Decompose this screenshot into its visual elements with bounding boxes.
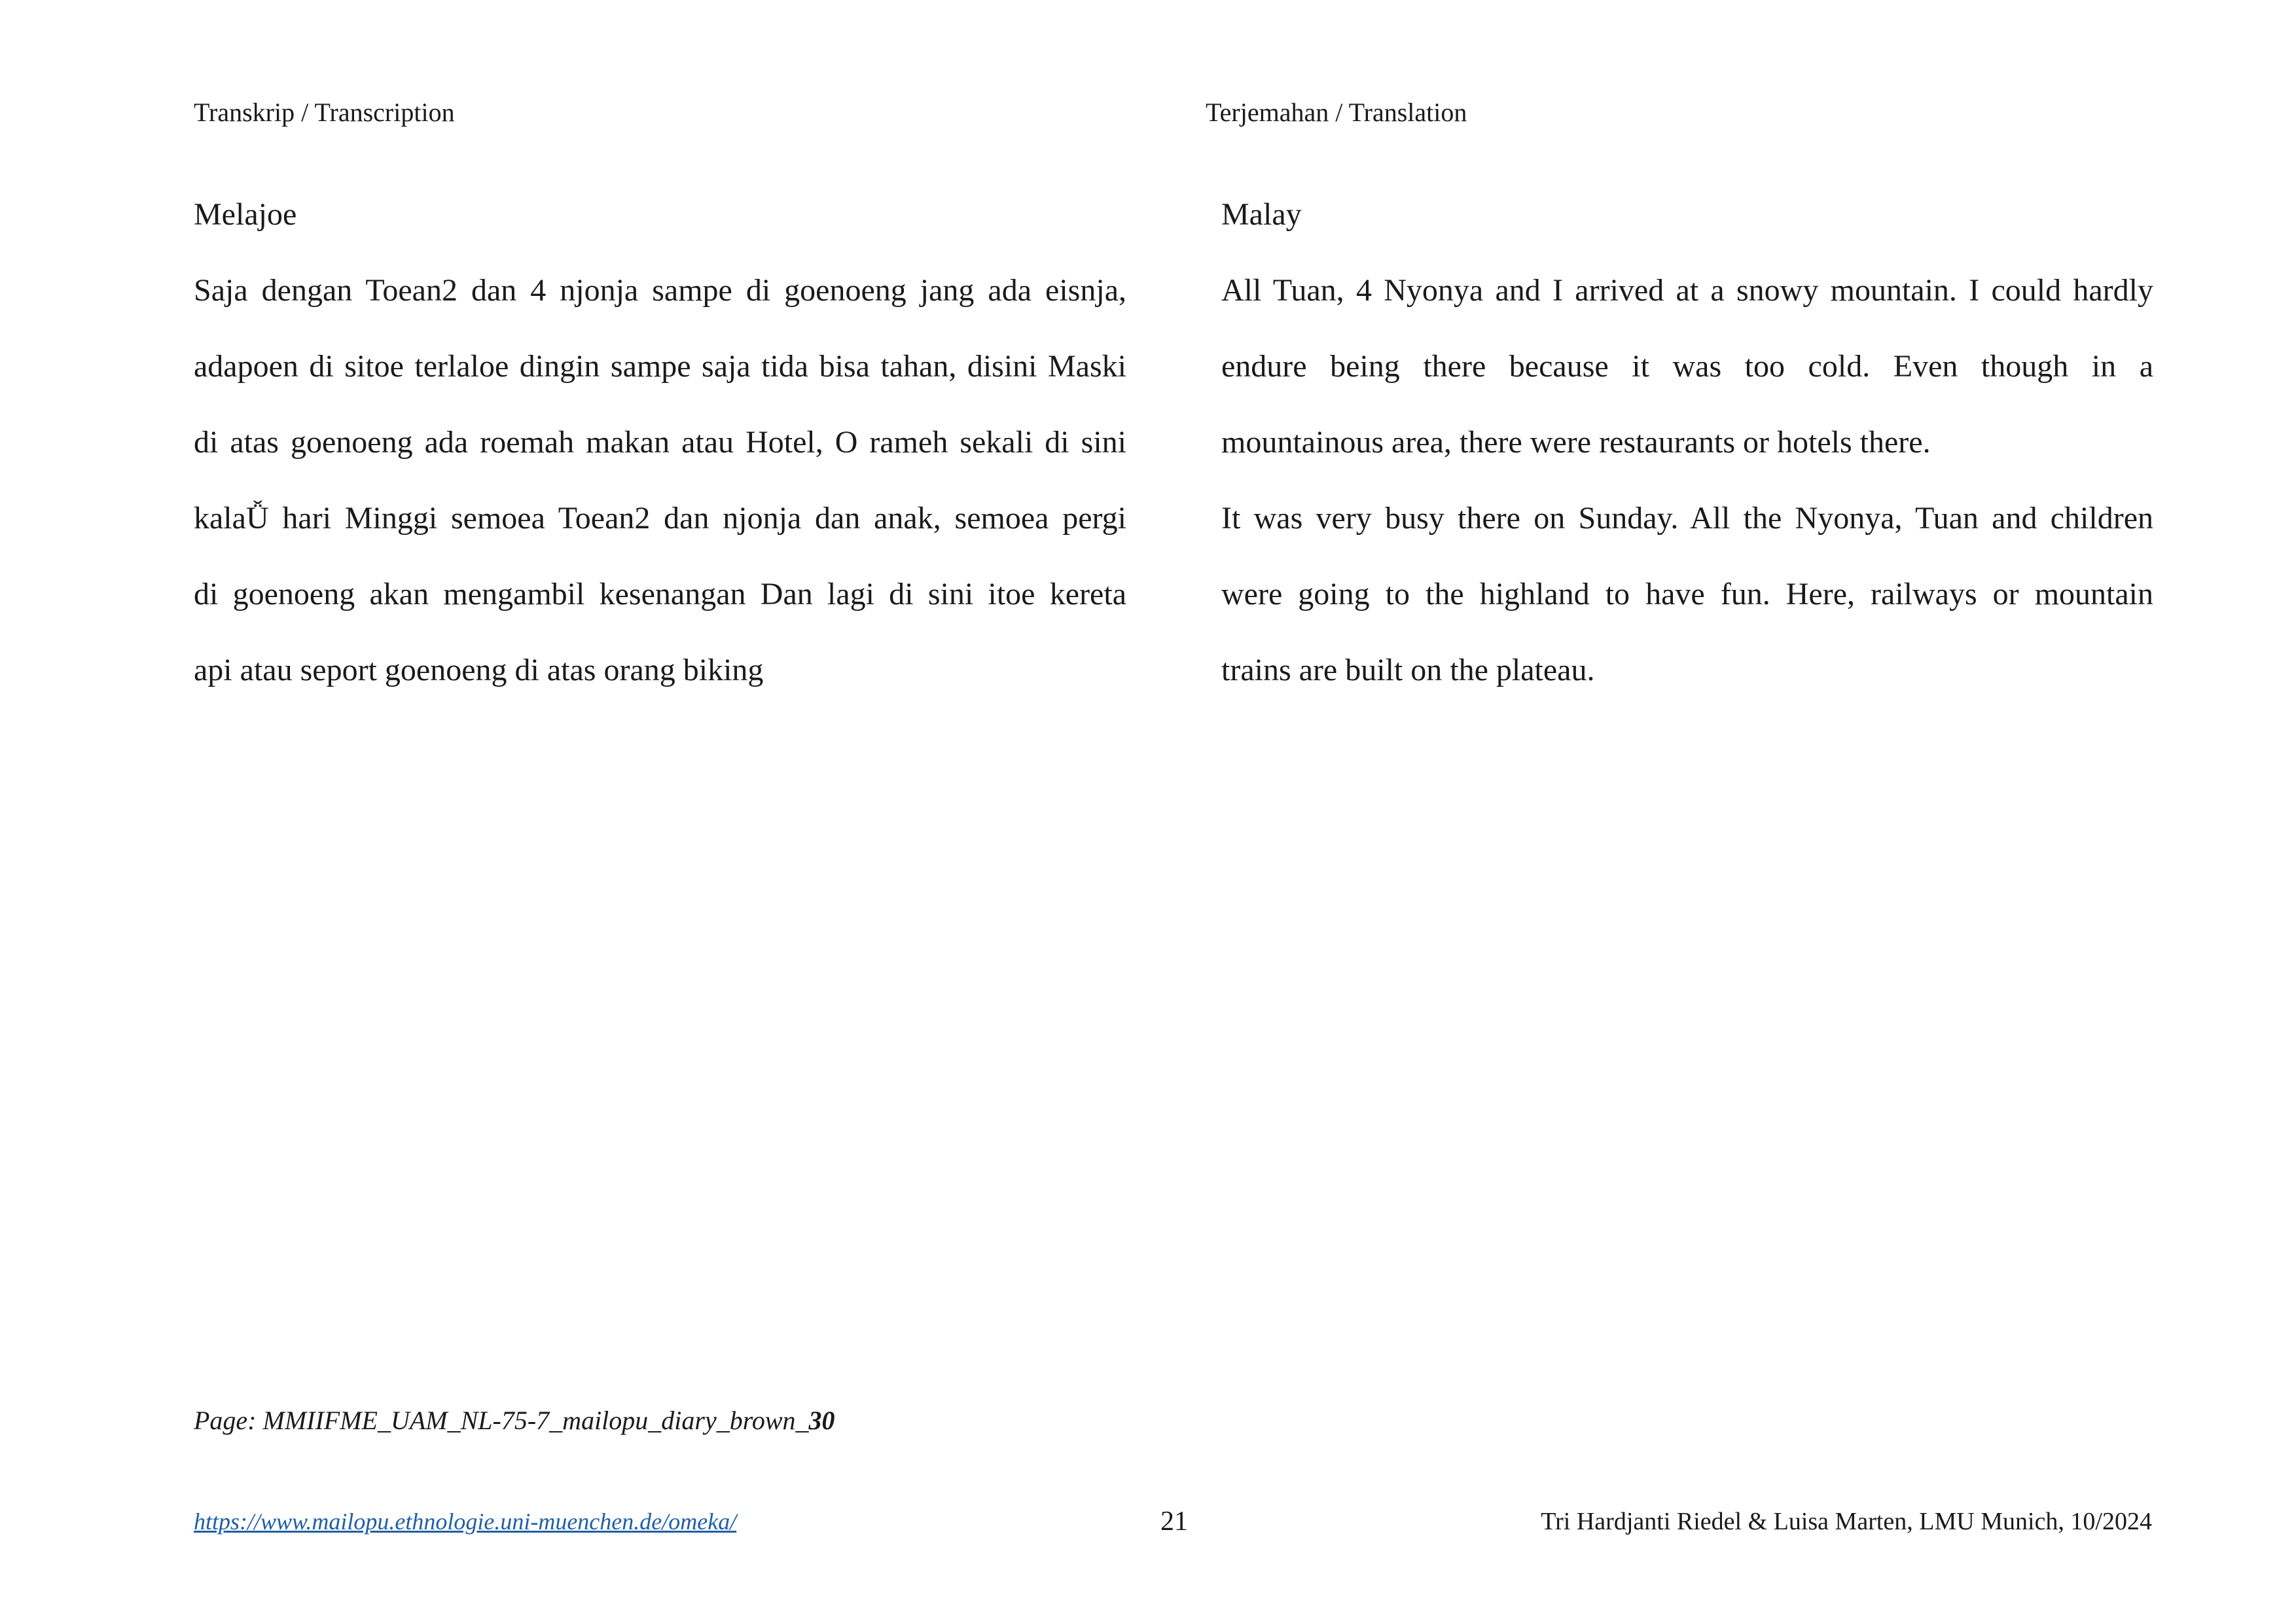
transcription-line: di goenoeng akan mengambil kesenangan Dan lagi di sini itoe kereta [194, 577, 1126, 611]
page-number: 21 [1160, 1506, 1188, 1537]
transcription-line: api atau seport goenoeng di atas orang biking [194, 653, 764, 687]
page-reference-prefix: Page: MMIIFME_UAM_NL-75-7_mailopu_diary_brown_ [194, 1406, 809, 1435]
transcription-column [194, 194, 1126, 725]
translation-line: mountainous area, there were restaurants or hotels there. [1221, 425, 1931, 460]
page-reference-number: 30 [808, 1406, 835, 1435]
transcription-line: di atas goenoeng ada roemah makan atau Hotel, O rameh sekali di sini [194, 425, 1126, 460]
translation-line: trains are built on the plateau. [1221, 653, 1595, 687]
footer-credit: Tri Hardjanti Riedel & Luisa Marten, LMU Munich, 10/2024 [1541, 1508, 2152, 1535]
translation-line: All Tuan, 4 Nyonya and I arrived at a snowy mountain. I could hardly [1221, 273, 2153, 308]
transcription-language-title: Melajoe [194, 197, 297, 232]
transcription-line: Saja dengan Toean2 dan 4 njonja sampe di goenoeng jang ada eisnja, [194, 273, 1126, 308]
translation-language-title: Malay [1221, 197, 1302, 232]
translation-line: endure being there because it was too cold. Even though in a [1221, 349, 2153, 384]
archive-link[interactable]: https://www.mailopu.ethnologie.uni-muenchen.de/omeka/ [194, 1508, 737, 1535]
translation-line: were going to the highland to have fun. Here, railways or mountain [1221, 577, 2153, 611]
transcription-line: adapoen di sitoe terlaloe dingin sampe saja tida bisa tahan, disini Maski [194, 349, 1126, 384]
translation-line: It was very busy there on Sunday. All the Nyonya, Tuan and children [1221, 501, 2153, 536]
translation-column [1221, 194, 2153, 725]
page-reference [194, 1405, 835, 1436]
column-header-translation: Terjemahan / Translation [1206, 98, 1467, 127]
transcription-line: kalaǙ hari Minggi semoea Toean2 dan njonja dan anak, semoea pergi [194, 501, 1126, 536]
column-header-transcription: Transkrip / Transcription [194, 98, 455, 127]
